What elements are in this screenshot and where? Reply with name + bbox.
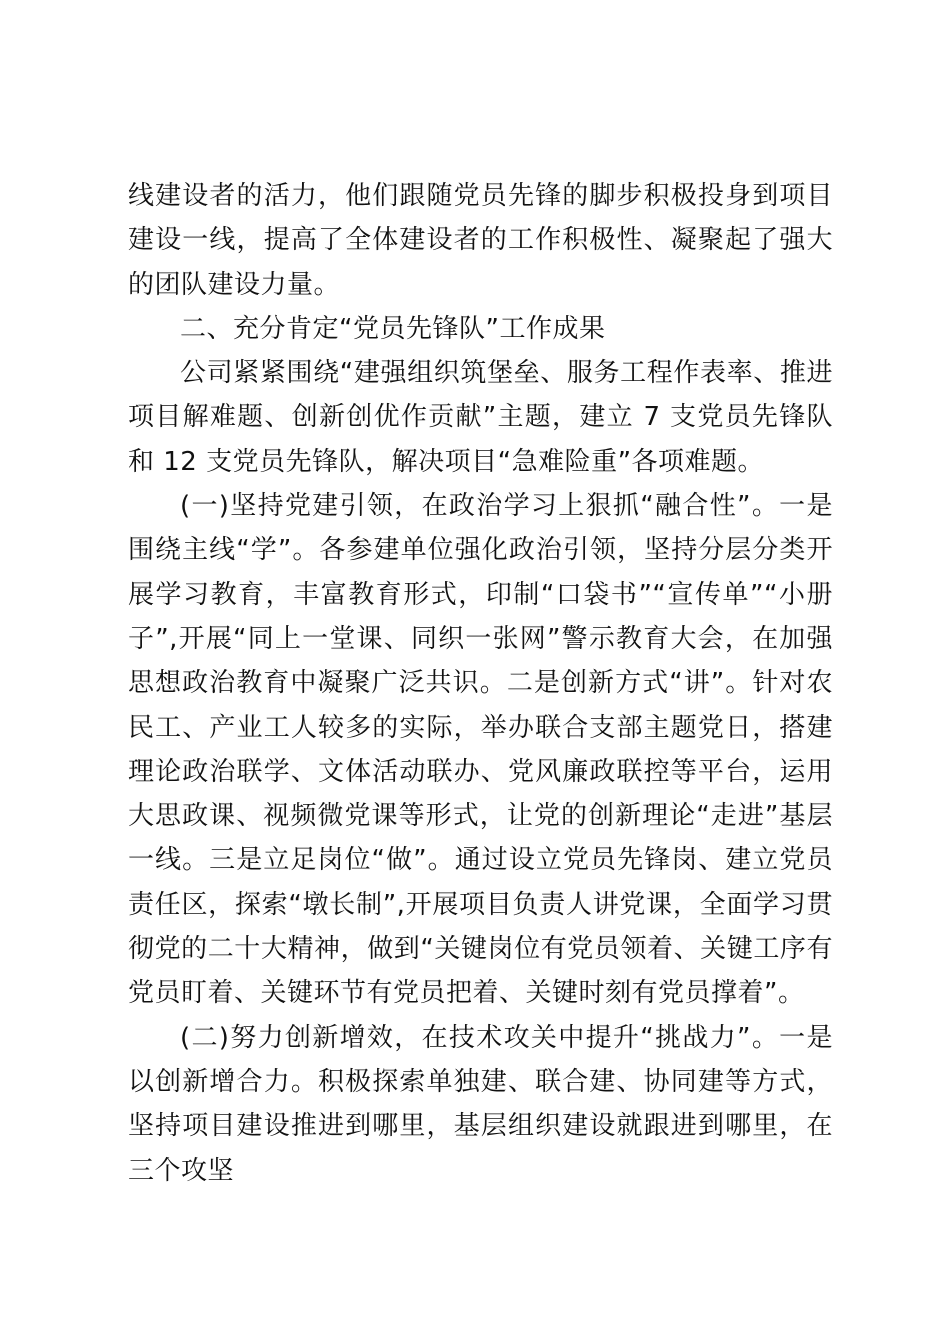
paragraph-intro: 公司紧紧围绕“建强组织筑堡垒、服务工程作表率、推进项目解难题、创新创优作贡献”主题，建立 7 支党员先锋队和 12 支党员先锋队，解决项目“急难险重”各项难题。 bbox=[128, 358, 833, 477]
document-body bbox=[128, 174, 833, 1193]
paragraph-continuation: 线建设者的活力，他们跟随党员先锋的脚步积极投身到项目建设一线，提高了全体建设者的工作积极性、凝聚起了强大的团队建设力量。 bbox=[128, 181, 833, 300]
section-heading: 二、充分肯定“党员先锋队”工作成果 bbox=[180, 313, 606, 344]
paragraph-item-2: (二)努力创新增效，在技术攻关中提升“挑战力”。一是以创新增合力。积极探索单独建、联合建、协同建等方式，坚持项目建设推进到哪里，基层组织建设就跟进到哪里，在三个攻坚 bbox=[128, 1022, 833, 1186]
paragraph-item-1: (一)坚持党建引领，在政治学习上狠抓“融合性”。一是围绕主线“学”。各参建单位强化政治引领，坚持分层分类开展学习教育，丰富教育形式，印制“口袋书”“宣传单”“小册子”,开展“同上一堂课、同织一张网”警示教育大会，在加强思想政治教育中凝聚广泛共识。二是创新方式“讲”。针对农民工、产业工人较多的实际，举办联合支部主题党日，搭建理论政治联学、文体活动联办、党风廉政联控等平台，运用大思政课、视频微党课等形式，让党的创新理论“走进”基层一线。三是立足岗位“做”。通过设立党员先锋岗、建立党员责任区，探索“墩长制”,开展项目负责人讲党课，全面学习贯彻党的二十大精神，做到“关键岗位有党员领着、关键工序有党员盯着、关键环节有党员把着、关键时刻有党员撑着”。 bbox=[128, 491, 833, 1009]
